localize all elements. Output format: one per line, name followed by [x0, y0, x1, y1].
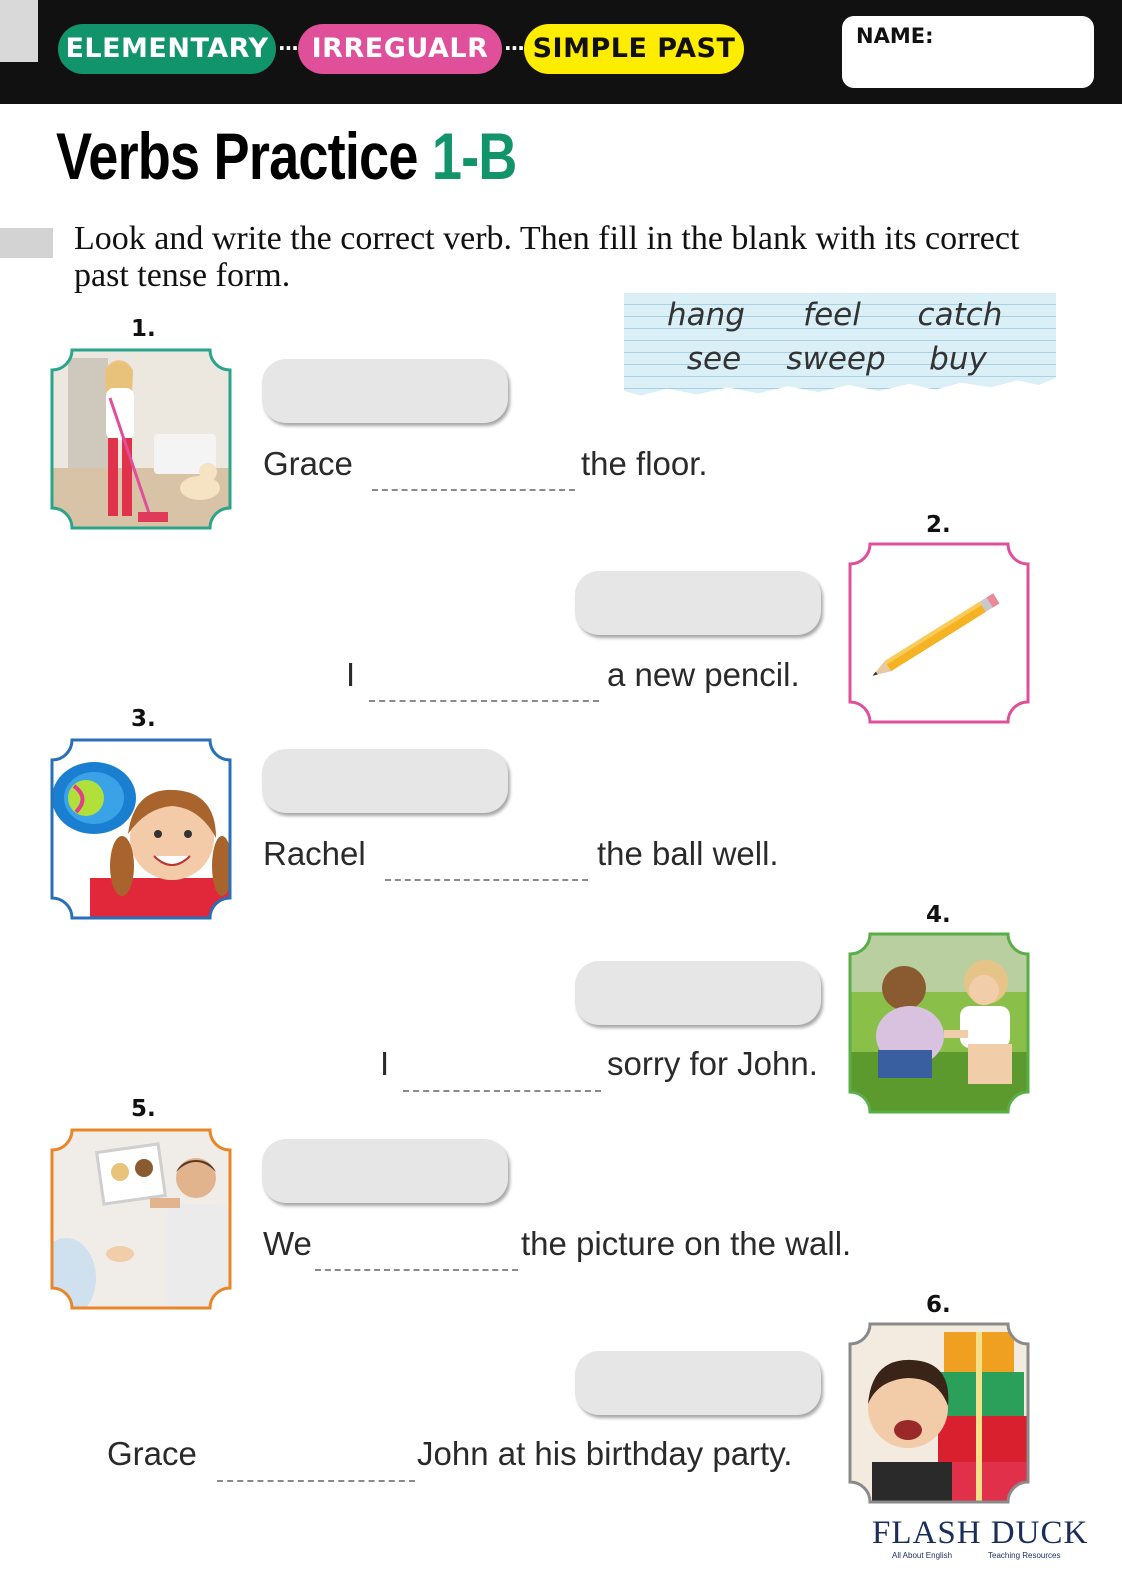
sentence-start: I — [346, 656, 356, 693]
picture-frame — [848, 1322, 1030, 1504]
sentence-start: Grace — [263, 445, 353, 482]
separator-dots: ··· — [278, 36, 298, 60]
sentence-start: I — [380, 1045, 390, 1082]
sentence-end: John at his birthday party. — [417, 1435, 793, 1472]
answer-blank[interactable] — [385, 879, 588, 881]
question-number: 4. — [926, 902, 951, 928]
question-number: 2. — [926, 512, 951, 538]
verb-answer-box[interactable] — [262, 1139, 508, 1203]
question-number: 3. — [131, 706, 156, 732]
header-bar — [0, 0, 1122, 104]
pencil-picture — [848, 542, 1030, 724]
sentence-end: sorry for John. — [607, 1045, 818, 1082]
question-number: 5. — [131, 1096, 156, 1122]
sentence-start: We — [263, 1225, 312, 1262]
question-number: 1. — [131, 316, 156, 342]
logo-tagline-left: All About English — [892, 1551, 953, 1560]
tense-badge: SIMPLE PAST — [524, 24, 744, 74]
sentence-end: the ball well. — [597, 835, 779, 872]
hang-picture — [50, 1128, 232, 1310]
answer-blank[interactable] — [315, 1269, 518, 1271]
word-bank-item: catch — [917, 297, 1003, 333]
sentence-start: Grace — [107, 1435, 197, 1472]
level-badge: ELEMENTARY — [58, 24, 276, 74]
gifts-picture — [848, 1322, 1030, 1504]
instructions: Look and write the correct verb. Then fill in the blank with its correct past tense form. — [74, 220, 1020, 294]
picture-frame — [848, 542, 1030, 724]
question-number: 6. — [926, 1292, 951, 1318]
picture-frame — [50, 738, 232, 920]
word-bank-item: see — [686, 341, 742, 377]
word-bank-item: sweep — [786, 341, 886, 377]
separator-dots: ··· — [504, 36, 524, 60]
verb-answer-box[interactable] — [262, 749, 508, 813]
sentence-start: Rachel — [263, 835, 366, 872]
page-title — [56, 118, 517, 194]
word-bank — [624, 293, 1056, 411]
answer-blank[interactable] — [403, 1090, 601, 1092]
verb-answer-box[interactable] — [575, 1351, 821, 1415]
title-main: Verbs Practice — [56, 119, 418, 193]
topic-badge: IRREGUALR — [298, 24, 502, 74]
sweeping-picture — [50, 348, 232, 530]
picture-frame — [50, 1128, 232, 1310]
answer-blank[interactable] — [369, 700, 599, 702]
word-bank-item: hang — [667, 297, 745, 333]
sentence-end: the picture on the wall. — [521, 1225, 852, 1262]
picture-frame — [50, 348, 232, 530]
corner-marker — [0, 0, 38, 62]
logo-text: FLASH DUCK — [872, 1515, 1089, 1551]
name-label: NAME: — [856, 24, 934, 48]
sentence-end: the floor. — [581, 445, 708, 482]
flashduck-logo — [872, 1515, 1089, 1565]
title-number: 1-B — [431, 119, 517, 193]
verb-answer-box[interactable] — [262, 359, 508, 423]
verb-answer-box[interactable] — [575, 961, 821, 1025]
word-bank-item: feel — [803, 297, 861, 333]
name-field[interactable] — [842, 16, 1094, 88]
instruction-marker — [0, 228, 53, 258]
logo-tagline-right: Teaching Resources — [988, 1551, 1061, 1560]
feel-sorry-picture — [848, 932, 1030, 1114]
answer-blank[interactable] — [372, 489, 575, 491]
answer-blank[interactable] — [217, 1480, 415, 1482]
catch-ball-picture — [50, 738, 232, 920]
word-bank-item: buy — [929, 341, 987, 377]
picture-frame — [848, 932, 1030, 1114]
sentence-end: a new pencil. — [607, 656, 800, 693]
verb-answer-box[interactable] — [575, 571, 821, 635]
